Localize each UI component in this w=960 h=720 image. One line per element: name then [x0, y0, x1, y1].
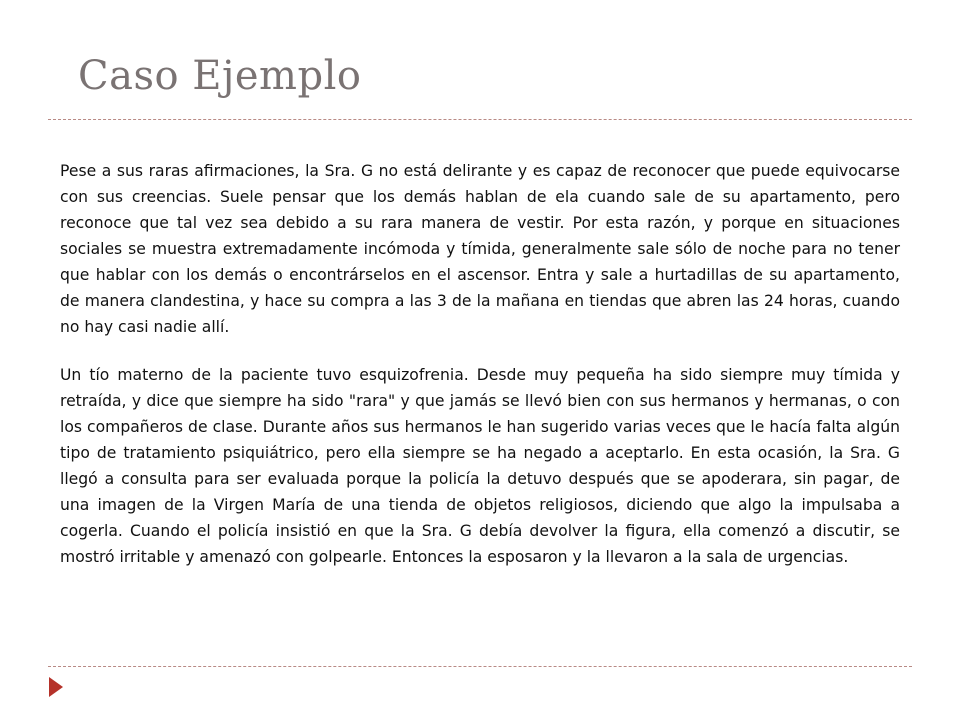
paragraph-2: Un tío materno de la paciente tuvo esquizofrenia. Desde muy pequeña ha sido siempre muy tímida y retraída, y dice que siempre ha sido "rara" y que jamás se llevó bien con sus hermanos y hermanas, o con los compañeros de clase. Durante años sus hermanos le han sugerido varias veces que le hacía falta algún tipo de tratamiento psiquiátrico, pero ella siempre se ha negado a aceptarlo. En esta ocasión, la Sra. G llegó a consulta para ser evaluada porque la policía la detuvo después que se apoderara, sin pagar, de una imagen de la Virgen María de una tienda de objetos religiosos, diciendo que algo la impulsaba a cogerla. Cuando el policía insistió en que la Sra. G debía devolver la figura, ella comenzó a discutir, se mostró irritable y amenazó con golpearle. Entonces la esposaron y la llevaron a la sala de urgencias. — [60, 366, 900, 566]
triangle-arrow-icon — [48, 676, 64, 698]
slide-title: Caso Ejemplo — [78, 53, 362, 99]
slide-body — [60, 158, 900, 592]
paragraph-1: Pese a sus raras afirmaciones, la Sra. G no está delirante y es capaz de reconocer que puede equivocarse con sus creencias. Suele pensar que los demás hablan de ela cuando sale de su apartamento, pero reconoce que tal vez sea debido a su rara manera de vestir. Por esta razón, y porque en situaciones sociales se muestra extremadamente incómoda y tímida, generalmente sale sólo de noche para no tener que hablar con los demás o encontrárselos en el ascensor. Entra y sale a hurtadillas de su apartamento, de manera clandestina, y hace su compra a las 3 de la mañana en tiendas que abren las 24 horas, cuando no hay casi nadie allí. — [60, 162, 900, 336]
footer-divider — [48, 666, 912, 667]
title-divider — [48, 119, 912, 120]
